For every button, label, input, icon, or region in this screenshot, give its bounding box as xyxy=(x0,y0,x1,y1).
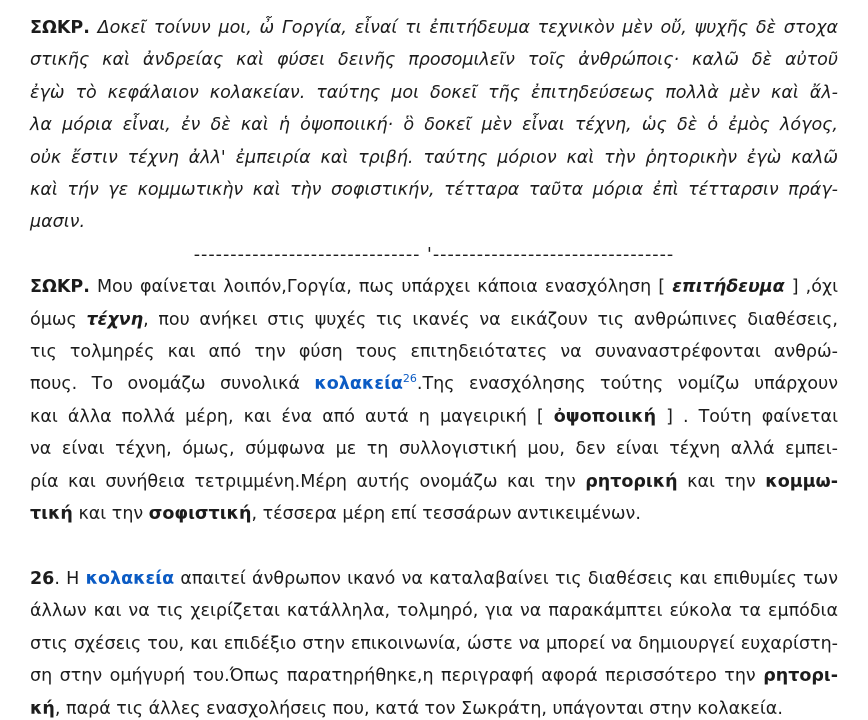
text-segment: ἐγὼ τὸ κεφάλαιον κολακείαν. ταύτης μοι δοκεῖ τῆς ἐπιτηδεύσεως πολλὰ μὲν καὶ ἄλ- xyxy=(30,82,838,103)
text-segment: ὀψοποιική xyxy=(553,406,657,427)
text-line xyxy=(30,660,838,692)
text-segment: , τέσσερα μέρη επί τεσσάρων αντικειμένων. xyxy=(251,504,641,525)
text-segment: να είναι τέχνη, όμως, σύμφωνα με τη συλλογιστική μου, δεν είναι τέχνη αλλά εμπει- xyxy=(30,439,838,460)
text-line xyxy=(30,271,838,303)
text-segment: επιτήδευμα xyxy=(672,277,785,298)
highlighted-term: κολακεία xyxy=(85,568,175,589)
text-segment: σοφιστική xyxy=(148,504,252,525)
text-line xyxy=(30,174,838,206)
text-segment: στις σχέσεις του, και επιδέξιο στην επικοινωνία, ώστε να μπορεί να δημιουργεί ευχαρίστη- xyxy=(30,633,838,654)
text-segment: Μου φαίνεται λοιπόν,Γοργία, πως υπάρχει κάποια ενασχόληση [ xyxy=(89,277,673,298)
text-line xyxy=(30,336,838,368)
text-segment: ρία και συνήθεια τετριμμένη.Μέρη αυτής ονομάζω και την xyxy=(30,471,586,492)
highlighted-term: κολακεία xyxy=(314,374,403,395)
text-segment: 26 xyxy=(30,568,55,589)
blank-line xyxy=(30,531,838,563)
text-line xyxy=(30,595,838,627)
text-segment: άλλων και να τις χειρίζεται κατάλληλα, τολμηρό, για να παρακάμπτει εύκολα τα εμπόδια xyxy=(30,601,838,622)
text-segment: απαιτεί άνθρωπον ικανό να καταλαβαίνει τις διαθέσεις και επιθυμίες των xyxy=(174,568,838,589)
highlighted-term: 26 xyxy=(402,372,417,386)
text-segment: κομμω- xyxy=(765,471,838,492)
text-line xyxy=(30,693,838,720)
text-line xyxy=(30,628,838,660)
text-segment: μασιν. xyxy=(30,212,86,233)
text-line xyxy=(30,12,838,44)
text-line xyxy=(30,44,838,76)
text-line xyxy=(30,77,838,109)
text-segment: . Η xyxy=(54,568,86,589)
modern-greek-translation xyxy=(30,271,838,530)
text-segment: ρητορι- xyxy=(763,666,838,687)
text-line xyxy=(30,239,838,271)
text-line xyxy=(30,368,838,400)
text-segment: Δοκεῖ τοίνυν μοι, ὦ Γοργία, εἶναί τι ἐπιτήδευμα τεχνικὸν μὲν οὔ, ψυχῆς δὲ στοχα xyxy=(89,18,838,38)
text-line xyxy=(30,401,838,433)
text-line xyxy=(30,498,838,530)
section-separator xyxy=(30,239,838,271)
text-segment: τέχνη xyxy=(86,309,144,330)
text-segment: .Της ενασχόλησης τούτης νομίζω υπάρχουν xyxy=(416,374,838,395)
text-line xyxy=(30,304,838,336)
text-segment: και την xyxy=(677,471,766,492)
text-line xyxy=(30,142,838,174)
text-segment: , που ανήκει στις ψυχές τις ικανές να εικάζουν τις ανθρώπινες διαθέσεις, xyxy=(143,309,838,330)
text-segment: καὶ τήν γε κομμωτικὴν καὶ τὴν σοφιστικήν, τέτταρα ταῦτα μόρια ἐπὶ τέτταρσιν πράγ- xyxy=(30,180,838,201)
text-segment: ΣΩΚΡ. xyxy=(30,18,90,38)
text-line xyxy=(30,206,838,238)
text-segment: ση στην ομήγυρή του.Όπως παρατηρήθηκε,η περιγραφή αφορά περισσότερο την xyxy=(30,666,764,687)
text-segment: τις τολμηρές και από την φύση τους επιτηδειότατες να συναναστρέφονται ανθρώ- xyxy=(30,342,838,363)
text-segment: ] . Τούτη φαίνεται xyxy=(656,406,838,427)
text-segment: στικῆς καὶ ἀνδρείας καὶ φύσει δεινῆς προσομιλεῖν τοῖς ἀνθρώποις· καλῶ δὲ αὐτοῦ xyxy=(30,50,838,71)
ancient-greek-passage xyxy=(30,12,838,239)
text-segment: , παρά τις άλλες ενασχολήσεις που, κατά τον Σωκράτη, υπάγονται στην κολακεία. xyxy=(54,698,783,719)
text-segment: λα μόρια εἶναι, ἐν δὲ καὶ ἡ ὀψοποιική· ὃ δοκεῖ μὲν εἶναι τέχνη, ὡς δὲ ὁ ἐμὸς λόγος, xyxy=(30,115,838,136)
text-segment: ρητορική xyxy=(585,471,678,492)
text-segment: και άλλα πολλά μέρη, και ένα από αυτά η μαγειρική [ xyxy=(30,406,554,427)
text-line xyxy=(30,433,838,465)
text-segment: όμως xyxy=(30,309,87,330)
text-segment: τική xyxy=(30,504,73,525)
text-segment: ] ,όχι xyxy=(784,277,838,298)
text-line xyxy=(30,109,838,141)
text-segment: ΣΩΚΡ. xyxy=(30,277,90,298)
text-segment: οὐκ ἔστιν τέχνη ἀλλ' ἐμπειρία καὶ τριβή. ταύτης μόριον καὶ τὴν ῥητορικὴν ἐγὼ καλῶ xyxy=(30,147,838,168)
text-segment: κή xyxy=(30,698,55,719)
footnote-26 xyxy=(30,563,838,720)
text-segment: πους. Το ονομάζω συνολικά xyxy=(30,374,315,395)
text-line xyxy=(30,466,838,498)
text-segment: και την xyxy=(72,504,149,525)
text-segment: ------------------------------- '--------------------------------- xyxy=(193,244,675,265)
text-line xyxy=(30,563,838,595)
